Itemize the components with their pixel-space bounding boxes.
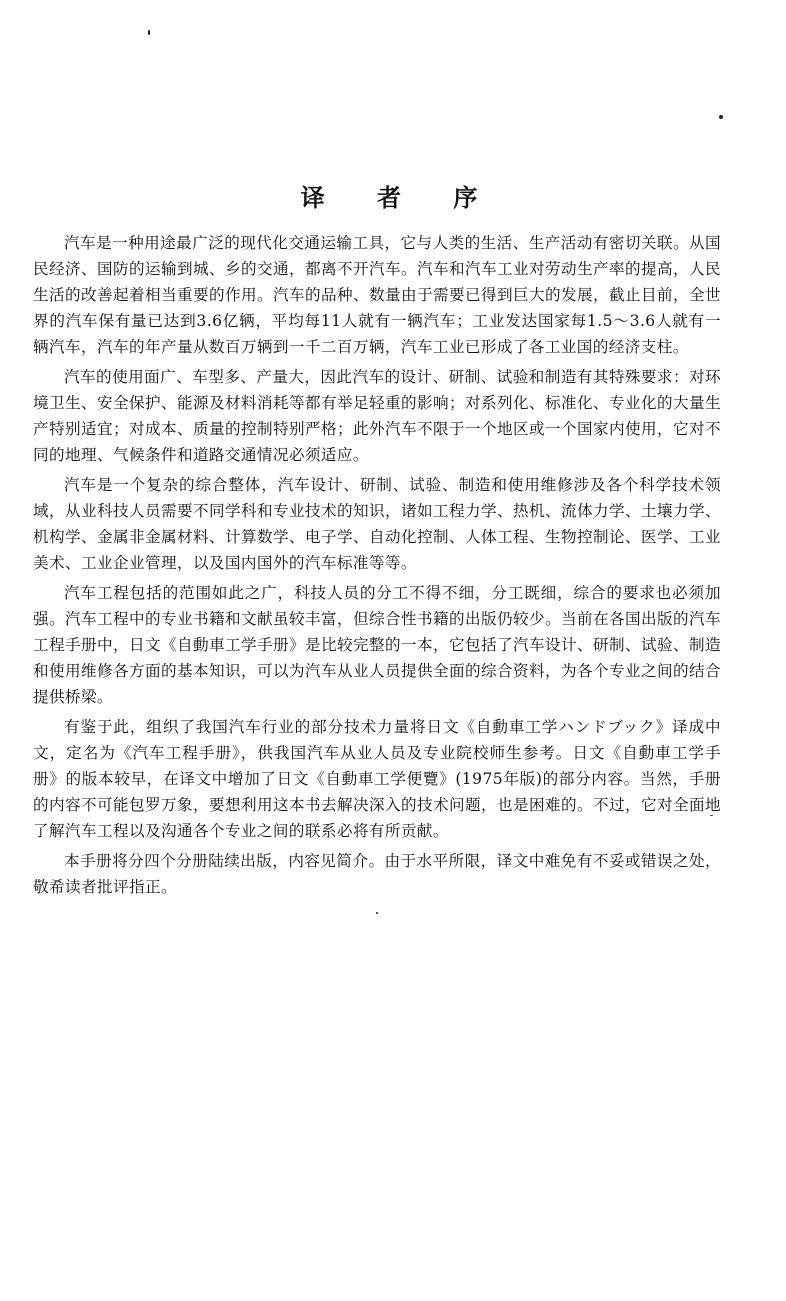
paragraph: 有鉴于此，组织了我国汽车行业的部分技术力量将日文《自動車工学ハンドブック》译成中文，定名为《汽车工程手册》，供我国汽车从业人员及专业院校师生参考。日文《自動車工学手册》的版本较早，在译文中增加了日文《自動車工学便覽》(1975年版)的部分内容。当然，手册的内容不可能包罗万象，要想利用这本书去解决深入的技术问题，也是困难的。不过，它对全面地了解汽车工程以及沟通各个专业之间的联系必将有所贡献。 — [33, 718, 721, 840]
scan-speck — [148, 30, 150, 35]
scan-speck — [376, 912, 378, 914]
paragraph: 本手册将分四个分册陆续出版，内容见简介。由于水平所限，译文中难免有不妥或错误之处，敬希读者批评指正。 — [33, 852, 721, 896]
paragraph: 汽车是一种用途最广泛的现代化交通运输工具，它与人类的生活、生产活动有密切关联。从国民经济、国防的运输到城、乡的交通，都离不开汽车。汽车和汽车工业对劳动生产率的提高，人民生活的改善起着相当重要的作用。汽车的品种、数量由于需要已得到巨大的发展，截止目前，全世界的汽车保有量已达到3.6亿辆，平均每11人就有一辆汽车；工业发达国家每1.5～3.6人就有一辆汽车，汽车的年产量从数百万辆到一千二百万辆，汽车工业已形成了各工业国的经济支柱。 — [33, 234, 721, 356]
paragraph: 汽车是一个复杂的综合整体，汽车设计、研制、试验、制造和使用维修涉及各个科学技术领域，从业科技人员需要不同学科和专业技术的知识，诸如工程力学、热机、流体力学、土壤力学、机构学、金属非金属材料、计算数学、电子学、自动化控制、人体工程、生物控制论、医学、工业美术、工业企业管理，以及国内国外的汽车标准等等。 — [33, 476, 721, 572]
preface-body — [33, 230, 721, 904]
scan-speck — [719, 115, 723, 119]
page-title: 译 者 序 — [300, 183, 500, 212]
paragraph: 汽车工程包括的范围如此之广，科技人员的分工不得不细，分工既细，综合的要求也必须加强。汽车工程中的专业书籍和文献虽较丰富，但综合性书籍的出版仍较少。当前在各国出版的汽车工程手册中，日文《自動車工学手册》是比较完整的一本，它包括了汽车设计、研制、试验、制造和使用维修各方面的基本知识，可以为汽车从业人员提供全面的综合资料，为各个专业之间的结合提供桥梁。 — [33, 584, 721, 706]
paragraph: 汽车的使用面广、车型多、产量大，因此汽车的设计、研制、试验和制造有其特殊要求：对环境卫生、安全保护、能源及材料消耗等都有举足轻重的影响；对系列化、标准化、专业化的大量生产特别适宜；对成本、质量的控制特别严格；此外汽车不限于一个地区或一个国家内使用，它对不同的地理、气候条件和道路交通情况必须适应。 — [33, 368, 721, 464]
